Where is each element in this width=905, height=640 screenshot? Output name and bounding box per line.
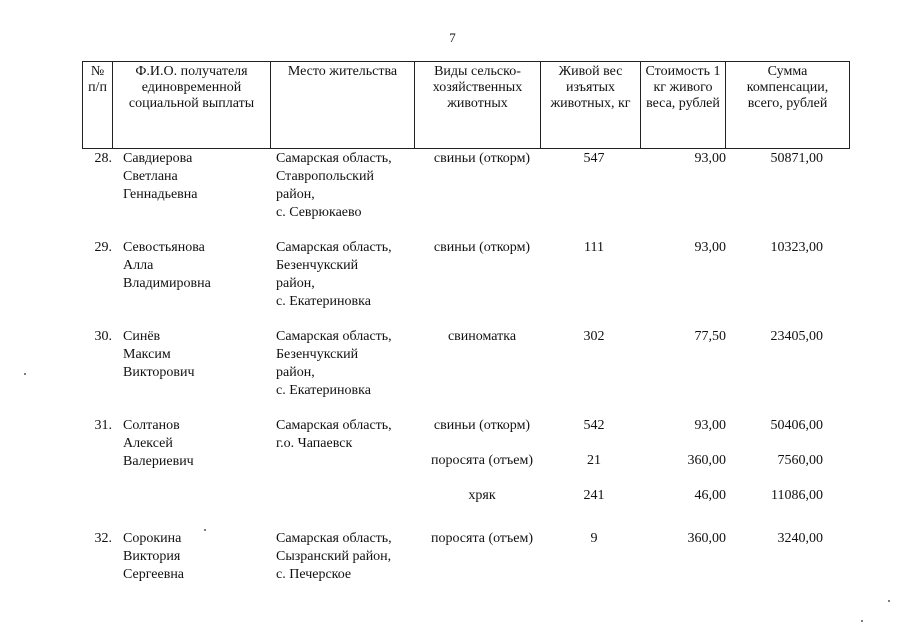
animal-kind: поросята (отъем) [430,453,534,468]
live-weight: 302 [583,329,605,344]
table-row [82,328,853,417]
scan-speck [888,600,890,602]
price-per-kg: 77,50 [694,329,726,344]
recipient-name: Севостьянова Алла Владимировна [123,240,211,291]
row-number: 32. [94,531,112,546]
table-header [82,61,850,149]
compensation-sum: 10323,00 [770,240,823,255]
animal-kind: хряк [468,488,496,503]
compensation-sum: 50871,00 [770,151,823,166]
live-weight: 542 [583,418,605,433]
header-price-per-kg: Стоимость 1 кг живого веса, рублей [641,62,726,149]
live-weight: 547 [583,151,605,166]
live-weight: 111 [584,240,604,255]
price-per-kg: 93,00 [694,151,726,166]
recipient-name: Савдиерова Светлана Геннадьевна [123,151,198,202]
live-weight: 21 [587,453,601,468]
compensation-sum: 3240,00 [777,531,823,546]
residence: Самарская область, г.о. Чапаевск [276,418,392,451]
scan-speck [24,373,26,375]
residence: Самарская область, Сызранский район, с. Печерское [276,531,392,582]
live-weight: 241 [583,488,605,503]
compensation-sum: 23405,00 [770,329,823,344]
header-residence: Место жительства [271,62,415,149]
compensation-sum: 7560,00 [777,453,823,468]
table-row [82,150,853,239]
header-animal-kind: Виды сельско-хозяйственных животных [415,62,541,149]
header-number: № п/п [83,62,113,149]
table-row [82,239,853,328]
animal-kind: свиньи (откорм) [433,151,531,166]
compensation-sum: 50406,00 [770,418,823,433]
row-number: 30. [94,329,112,344]
price-per-kg: 93,00 [694,418,726,433]
residence: Самарская область, Ставропольский район, с. Севрюкаево [276,151,392,220]
table-row [82,530,853,590]
live-weight: 9 [590,531,598,546]
row-number: 31. [94,418,112,433]
animal-kind: свиньи (откорм) [433,240,531,255]
animal-kind: свиноматка [447,329,517,344]
price-per-kg: 360,00 [687,453,726,468]
table-row [82,417,853,530]
recipient-name: Солтанов Алексей Валериевич [123,418,194,469]
animal-kind: свиньи (откорм) [433,418,531,433]
page-number: 7 [449,30,456,45]
price-per-kg: 93,00 [694,240,726,255]
animal-kind: поросята (отъем) [430,531,534,546]
compensation-sum: 11086,00 [771,488,823,503]
row-number: 29. [94,240,112,255]
row-number: 28. [94,151,112,166]
recipient-name: Синёв Максим Викторович [123,329,195,380]
residence: Самарская область, Безенчукский район, с. Екатериновка [276,329,392,398]
recipient-name: Сорокина Виктория Сергеевна [123,531,185,582]
price-per-kg: 360,00 [687,531,726,546]
table-body [82,150,853,590]
header-recipient-name: Ф.И.О. получателя единовременной социальной выплаты [113,62,271,149]
scan-speck [861,620,863,622]
header-compensation-sum: Сумма компенсации, всего, рублей [726,62,850,149]
price-per-kg: 46,00 [694,488,726,503]
scan-speck [204,529,206,531]
header-live-weight: Живой вес изъятых животных, кг [541,62,641,149]
residence: Самарская область, Безенчукский район, с. Екатериновка [276,240,392,309]
